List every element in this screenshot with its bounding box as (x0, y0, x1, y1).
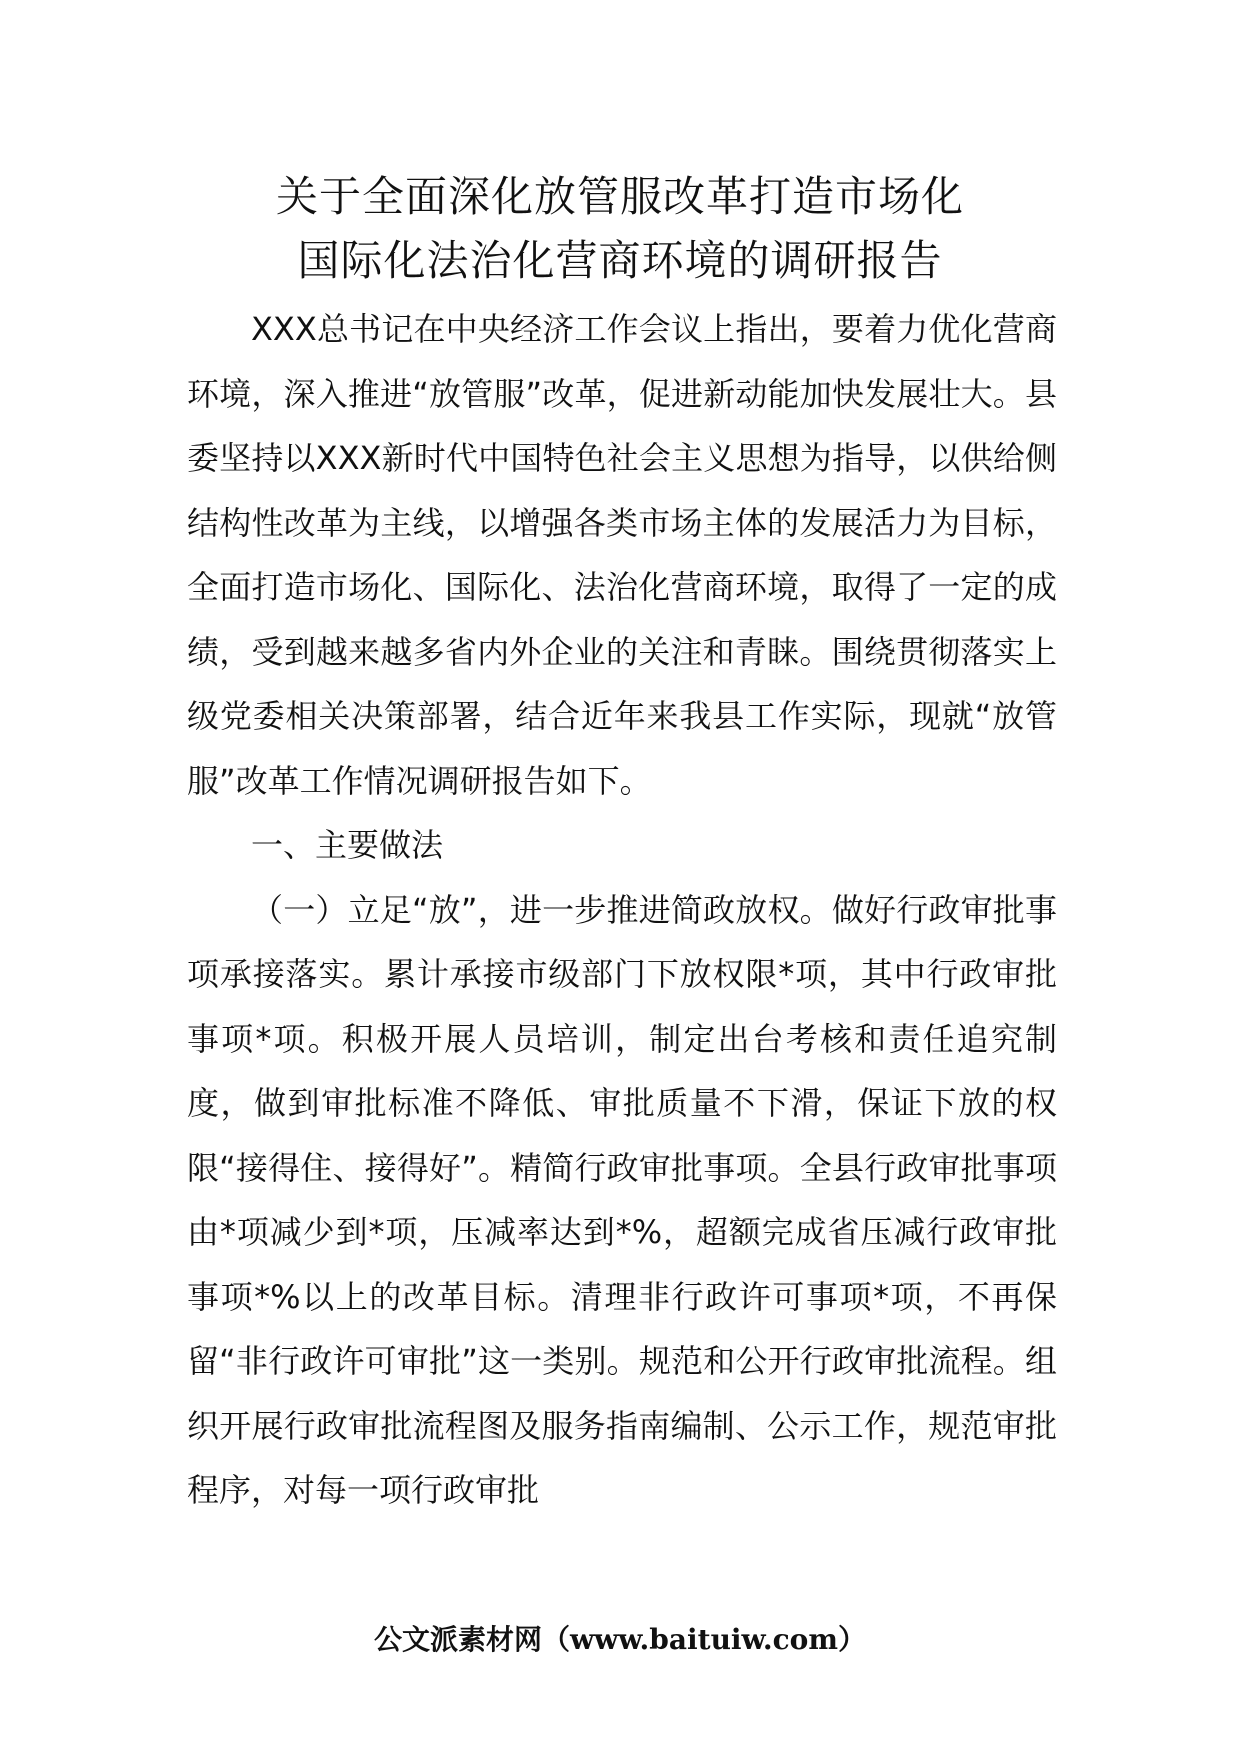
intro-paragraph: XXX总书记在中央经济工作会议上指出，要着力优化营商环境，深入推进“放管服”改革，促进新动能加快发展壮大。县委坚持以XXX新时代中国特色社会主义思想为指导，以供给侧结构性改革为主线，以增强各类市场主体的发展活力为目标，全面打造市场化、国际化、法治化营商环境，取得了一定的成绩，受到越来越多省内外企业的关注和青睐。围绕贯彻落实上级党委相关决策部署，结合近年来我县工作实际，现就“放管服”改革工作情况调研报告如下。 (187, 310, 1057, 800)
document-title-line-2: 国际化法治化营商环境的调研报告 (297, 236, 943, 285)
document-title-line-1: 关于全面深化放管服改革打造市场化 (275, 172, 964, 221)
document-body (187, 297, 1057, 1523)
footer-watermark: 公文派素材网（www.baituiw.com） (374, 1623, 866, 1656)
subsection-paragraph-1: （一）立足“放”，进一步推进简政放权。做好行政审批事项承接落实。累计承接市级部门下放权限*项，其中行政审批事项*项。积极开展人员培训，制定出台考核和责任追究制度，做到审批标准不降低、审批质量不下滑，保证下放的权限“接得住、接得好”。精简行政审批事项。全县行政审批事项由*项减少到*项，压减率达到*%，超额完成省压减行政审批事项*%以上的改革目标。清理非行政许可事项*项，不再保留“非行政许可审批”这一类别。规范和公开行政审批流程。组织开展行政审批流程图及服务指南编制、公示工作，规范审批程序，对每一项行政审批 (187, 890, 1057, 1509)
section-heading-main-practices: 一、主要做法 (251, 826, 444, 864)
